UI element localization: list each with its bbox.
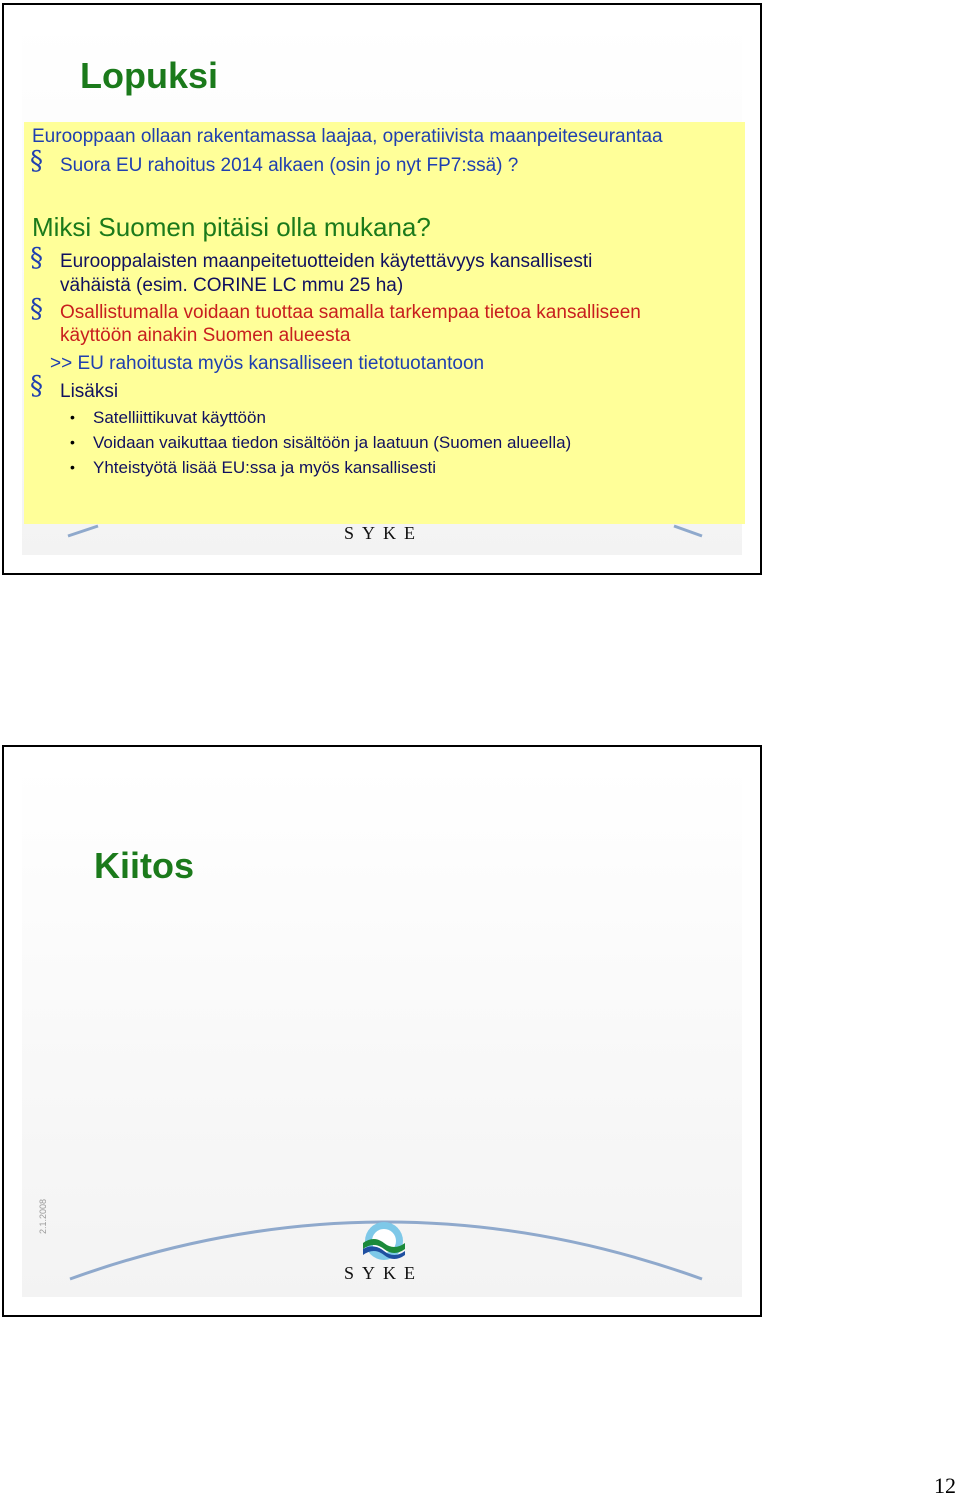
intro-line: Eurooppaan ollaan rakentamassa laajaa, operatiivista maanpeiteseurantaa	[32, 126, 663, 147]
syke-emblem-icon	[358, 1219, 410, 1263]
section-icon: §	[30, 146, 43, 176]
sub-bullet-influence: Voidaan vaikuttaa tiedon sisältöön ja laatuun (Suomen alueella)	[93, 433, 572, 452]
bullet-usability-2: vähäistä (esim. CORINE LC mmu 25 ha)	[60, 275, 404, 296]
bullet-dot: •	[70, 409, 75, 425]
bullet-dot: •	[70, 459, 75, 475]
section-icon: §	[30, 294, 43, 324]
eu-funding-line: >> EU rahoitusta myös kansalliseen tietotuotantoon	[50, 353, 485, 374]
syke-logo-text: SYKE	[344, 1263, 424, 1283]
question-heading: Miksi Suomen pitäisi olla mukana?	[32, 212, 431, 242]
section-icon: §	[30, 371, 43, 401]
sub-bullet-satellite: Satelliittikuvat käyttöön	[93, 408, 266, 427]
page-number: 12	[934, 1473, 956, 1498]
slide-kiitos	[2, 745, 762, 1317]
bullet-usability-1: Eurooppalaisten maanpeitetuotteiden käytettävyys kansallisesti	[60, 251, 593, 272]
bullet-funding: Suora EU rahoitus 2014 alkaen (osin jo nyt FP7:ssä) ?	[60, 155, 519, 176]
slide-date: 2.1.2008	[38, 1198, 48, 1234]
section-icon: §	[30, 243, 43, 273]
sub-bullet-cooperation: Yhteistyötä lisää EU:ssa ja myös kansallisesti	[93, 458, 436, 477]
bullet-participation-1: Osallistumalla voidaan tuottaa samalla tarkempaa tietoa kansalliseen	[60, 302, 641, 323]
bullet-dot: •	[70, 434, 75, 450]
bullet-participation-2: käyttöön ainakin Suomen alueesta	[60, 325, 351, 346]
slide-title: Lopuksi	[80, 55, 219, 96]
slide-lopuksi	[2, 3, 762, 575]
bullet-lisaksi: Lisäksi	[60, 381, 119, 402]
slide-title: Kiitos	[94, 845, 195, 886]
syke-logo-text: SYKE	[344, 523, 424, 543]
